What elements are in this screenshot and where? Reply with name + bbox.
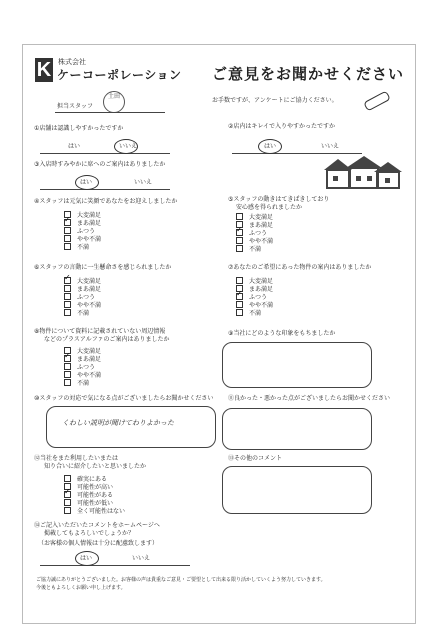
q6-option-5[interactable]: 不満 (64, 310, 101, 318)
q3-no[interactable]: いいえ (134, 179, 153, 186)
q6-options (64, 278, 101, 318)
checkbox[interactable] (64, 227, 71, 234)
q14-question-line2: 掲載してもよろしいでしょうか？ (44, 530, 135, 537)
checkbox-checked[interactable] (64, 491, 71, 498)
q12-option-1[interactable]: 確実にある (64, 476, 125, 484)
q12-option-3[interactable]: ✓可能性がある (64, 492, 125, 500)
q10-question: ⑩スタッフの対応で気になる点がございましたらお聞かせください (34, 395, 214, 402)
q2-question: ②店内はキレイで入りやすかったですか (228, 123, 336, 130)
q7-question: ⑦あなたのご希望にあった物件の案内はありましたか (228, 264, 372, 271)
q11-question: ⑪良かった・悪かった点がございましたらお聞かせください (228, 395, 391, 402)
checkbox[interactable] (64, 293, 71, 300)
logo-company-name: ケーコーポレーション (57, 68, 182, 82)
q13-comment-box[interactable] (222, 466, 372, 514)
q14-yes[interactable]: はい (80, 555, 93, 562)
q7-option-3[interactable]: ✓ふつう (236, 294, 273, 302)
q8-option-3[interactable]: ふつう (64, 364, 101, 372)
q8-option-2[interactable]: ✓まあ満足 (64, 356, 101, 364)
q6-option-2[interactable]: まあ満足 (64, 286, 101, 294)
checkbox[interactable] (64, 475, 71, 482)
q7-option-1[interactable]: 大変満足 (236, 278, 273, 286)
request-text: お手数ですが、アンケートにご協力ください。 (212, 97, 338, 104)
q5-option-5[interactable]: 不満 (236, 246, 273, 254)
checkbox[interactable] (236, 245, 243, 252)
checkbox[interactable] (236, 237, 243, 244)
q5-option-4[interactable]: やや不満 (236, 238, 273, 246)
q5-option-3[interactable]: ✓ふつう (236, 230, 273, 238)
q2-answer-line (232, 152, 362, 154)
q14-no[interactable]: いいえ (132, 555, 151, 562)
q12-option-4[interactable]: 可能性が低い (64, 500, 125, 508)
q8-question-line2: などのプラスアルファのご案内はありましたか (44, 336, 170, 343)
houses-icon (322, 156, 402, 190)
q12-options (64, 476, 125, 516)
q8-option-1[interactable]: 大変満足 (64, 348, 101, 356)
q8-option-4[interactable]: やや不満 (64, 372, 101, 380)
logo-company-type: 株式会社 (58, 58, 86, 66)
q11-comment-box[interactable] (222, 408, 372, 450)
q8-option-5[interactable]: 不満 (64, 380, 101, 388)
q12-option-2[interactable]: 可能性が高い (64, 484, 125, 492)
q8-question-line1: ⑧物件について資料に記載されていない周辺情報 (34, 328, 166, 335)
logo-mark: K (36, 59, 52, 81)
checkbox-checked[interactable] (64, 219, 71, 226)
checkbox-checked[interactable] (64, 355, 71, 362)
checkbox[interactable] (64, 363, 71, 370)
q3-question: ③入店時すみやかに席へのご案内はありましたか (34, 161, 166, 168)
checkbox[interactable] (64, 309, 71, 316)
q1-answer-line (40, 152, 170, 154)
q1-answer-circle (114, 139, 138, 154)
staff-underline (55, 112, 165, 113)
checkbox[interactable] (236, 301, 243, 308)
page-title: ご意見をお聞かせください (212, 65, 405, 83)
q3-answer-line (40, 188, 170, 190)
staff-stamp: 土田 (103, 91, 125, 113)
q2-yes[interactable]: はい (264, 143, 277, 150)
q5-question-line1: ⑤スタッフの動きはてきぱきしており (228, 196, 330, 203)
q5-options (236, 214, 273, 254)
q9-comment-box[interactable] (222, 342, 372, 388)
checkbox[interactable] (64, 371, 71, 378)
checkbox[interactable] (64, 499, 71, 506)
q1-no[interactable]: いいえ (119, 143, 138, 150)
q2-no[interactable]: いいえ (321, 143, 340, 150)
q1-yes[interactable]: はい (68, 143, 81, 150)
checkbox-checked[interactable] (236, 293, 243, 300)
checkbox[interactable] (64, 301, 71, 308)
q6-option-3[interactable]: ふつう (64, 294, 101, 302)
q7-option-5[interactable]: 不満 (236, 310, 273, 318)
q4-option-1[interactable]: 大変満足 (64, 212, 101, 220)
q5-option-1[interactable]: 大変満足 (236, 214, 273, 222)
q6-option-4[interactable]: やや不満 (64, 302, 101, 310)
q14-answer-line (40, 564, 190, 566)
q13-question: ⑬その他のコメント (228, 455, 283, 462)
checkbox-checked[interactable] (236, 229, 243, 236)
checkbox[interactable] (236, 213, 243, 220)
q14-question-note: （お客様の個人情報は十分に配慮致します） (38, 540, 159, 547)
q7-options (236, 278, 273, 318)
checkbox[interactable] (64, 235, 71, 242)
q7-option-4[interactable]: やや不満 (236, 302, 273, 310)
footer-closing: 今後ともよろしくお願い申し上げます。 (36, 585, 126, 591)
q12-question-line1: ⑫当社をまた利用したいまたは (34, 455, 119, 462)
checkbox-checked[interactable] (64, 277, 71, 284)
q1-question: ①店舗は認識しやすかったですか (34, 125, 124, 132)
q5-option-2[interactable]: まあ満足 (236, 222, 273, 230)
q4-options (64, 212, 101, 252)
q4-option-4[interactable]: やや不満 (64, 236, 101, 244)
q8-options (64, 348, 101, 388)
q14-answer-circle (75, 551, 99, 566)
q9-question: ⑨当社にどのような印象をもちましたか (228, 330, 336, 337)
q2-answer-circle (258, 139, 282, 154)
q12-question-line2: 知り合いに紹介したいと思いましたか (44, 463, 147, 470)
checkbox[interactable] (236, 277, 243, 284)
q5-question-line2: 安心感を得られましたか (236, 204, 303, 211)
checkbox[interactable] (236, 309, 243, 316)
checkbox[interactable] (64, 507, 71, 514)
q4-option-5[interactable]: 不満 (64, 244, 101, 252)
q6-question: ⑥スタッフの言動に一生懸命さを感じられましたか (34, 264, 172, 271)
checkbox[interactable] (64, 243, 71, 250)
q12-option-5[interactable]: 全く可能性はない (64, 508, 125, 516)
q4-option-3[interactable]: ふつう (64, 228, 101, 236)
q4-option-2[interactable]: ✓まあ満足 (64, 220, 101, 228)
q14-question-line1: ⑭ご記入いただいたコメントをホームページへ (34, 522, 160, 529)
q3-answer-circle (75, 175, 99, 190)
q10-handwritten-answer: くわしい説明が聞けてわりよかった (62, 419, 174, 427)
q4-question: ④スタッフは元気に笑顔であなたをお迎えしましたか (34, 198, 178, 205)
footer-thanks: ご協力誠にありがとうございました。お客様の声は貴重なご意見・ご要望として出来る限り活かしていくよう努力していきます。 (36, 577, 326, 583)
q6-option-1[interactable]: ✓大変満足 (64, 278, 101, 286)
q3-yes[interactable]: はい (80, 179, 93, 186)
checkbox[interactable] (64, 379, 71, 386)
checkbox[interactable] (64, 285, 71, 292)
q7-option-2[interactable]: まあ満足 (236, 286, 273, 294)
staff-label: 担当スタッフ (57, 103, 94, 110)
